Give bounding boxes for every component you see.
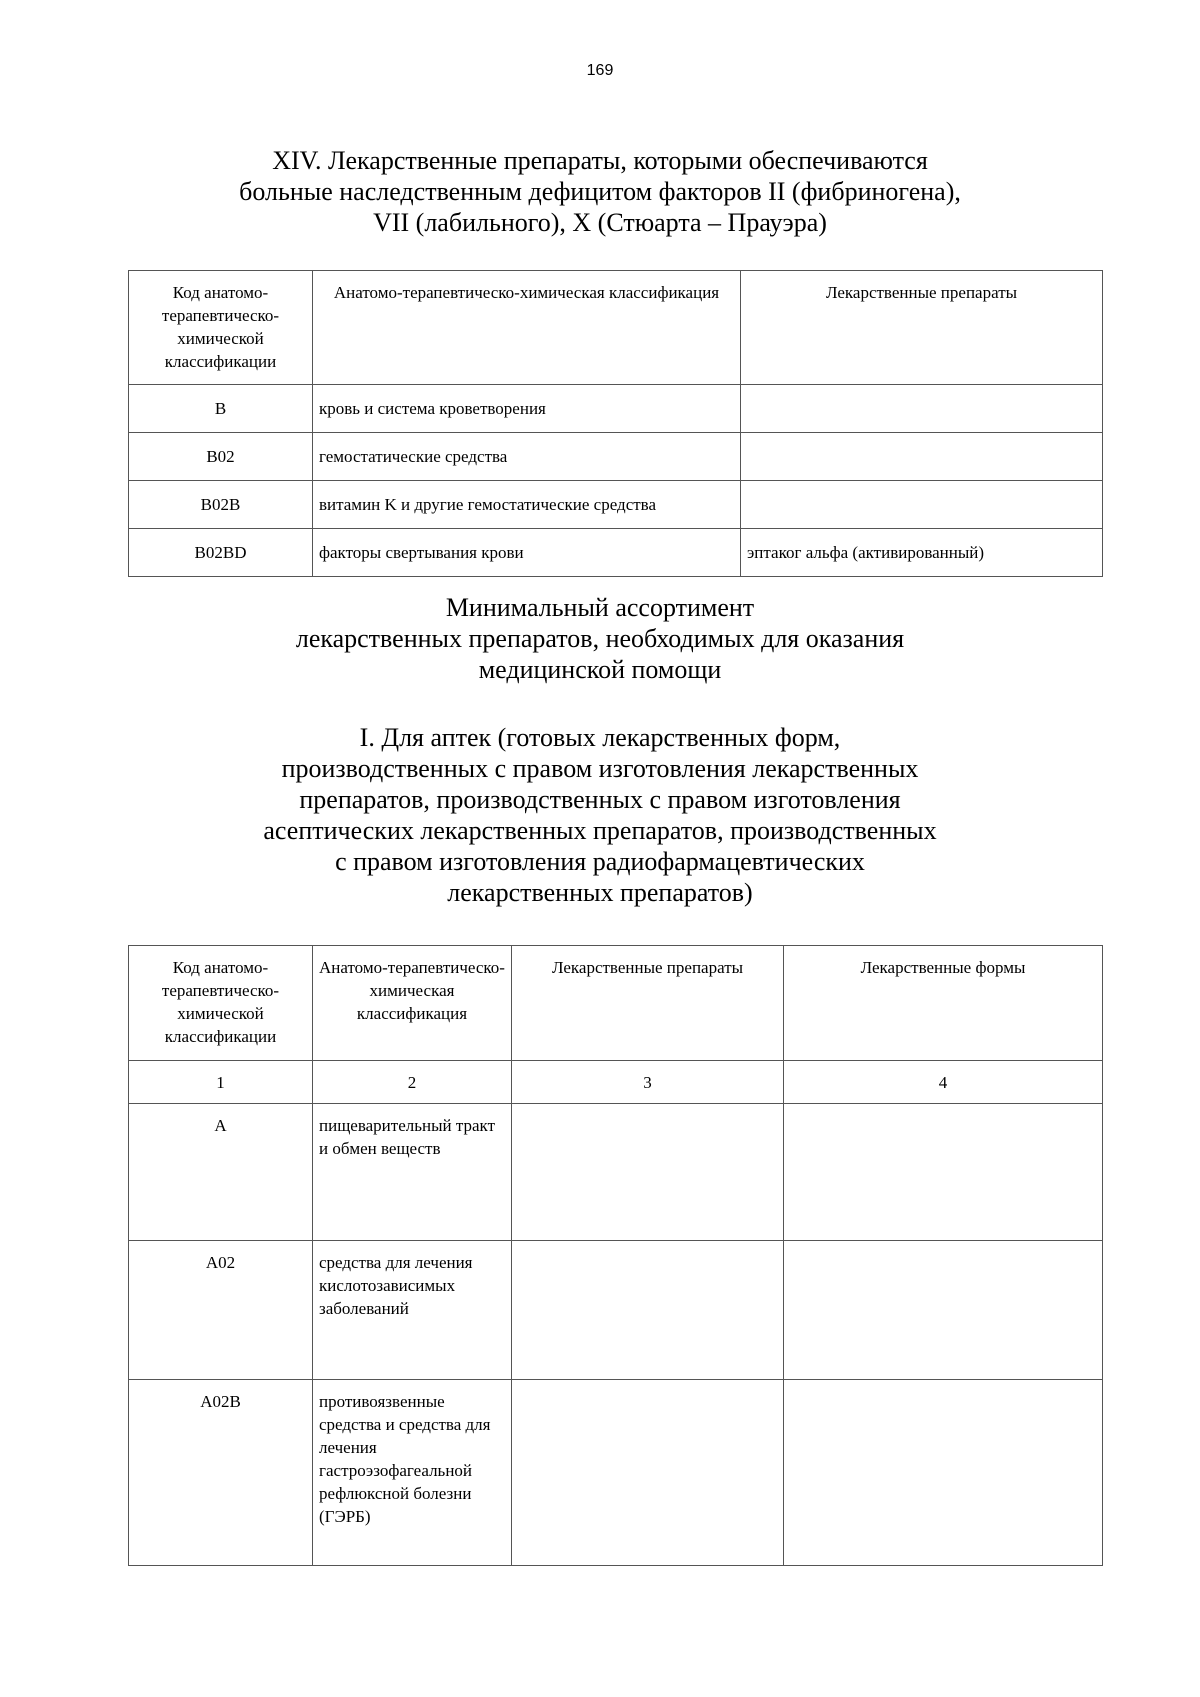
table-row [129, 385, 1103, 433]
cell-classification: факторы свертывания крови [313, 529, 741, 577]
cell-drugs [741, 433, 1103, 481]
title-line: I. Для аптек (готовых лекарственных форм, [359, 723, 841, 752]
column-number: 4 [784, 1061, 1103, 1104]
header-cell-atc-classification: Анатомо-терапевтическо-химическая классификация [313, 271, 741, 385]
cell-drugs [512, 1241, 784, 1380]
cell-classification: кровь и система кроветворения [313, 385, 741, 433]
cell-code: B [129, 385, 313, 433]
title-line: VII (лабильного), X (Стюарта – Прауэра) [373, 208, 827, 237]
table-row [129, 481, 1103, 529]
title-line: асептических лекарственных препаратов, производственных [263, 816, 937, 845]
title-line: лекарственных препаратов) [447, 878, 753, 907]
cell-drugs [741, 385, 1103, 433]
table-row [129, 1241, 1103, 1380]
cell-classification: витамин K и другие гемостатические средства [313, 481, 741, 529]
cell-dosage-forms [784, 1380, 1103, 1566]
cell-classification: гемостатические средства [313, 433, 741, 481]
header-cell-atc-classification: Анатомо-терапевтическо-химическая классификация [313, 946, 512, 1061]
page-number: 169 [586, 62, 614, 79]
column-number: 3 [512, 1061, 784, 1104]
title-line: XIV. Лекарственные препараты, которыми обеспечиваются [272, 146, 928, 175]
cell-classification: пищеварительный тракт и обмен веществ [313, 1104, 512, 1241]
cell-code: B02 [129, 433, 313, 481]
title-line: медицинской помощи [478, 655, 722, 684]
title-line: больные наследственным дефицитом факторов II (фибриногена), [239, 177, 961, 206]
title-line: Минимальный ассортимент [445, 593, 755, 622]
table-header-row [129, 946, 1103, 1061]
column-number-row [129, 1061, 1103, 1104]
cell-code: B02B [129, 481, 313, 529]
section-i-table [128, 945, 1103, 1566]
table-row [129, 529, 1103, 577]
cell-code: B02BD [129, 529, 313, 577]
cell-drugs: эптаког альфа (активированный) [741, 529, 1103, 577]
cell-drugs [512, 1104, 784, 1241]
table-header-row [129, 271, 1103, 385]
cell-code: A [129, 1104, 313, 1241]
cell-code: A02 [129, 1241, 313, 1380]
header-cell-drugs: Лекарственные препараты [512, 946, 784, 1061]
cell-drugs [512, 1380, 784, 1566]
cell-dosage-forms [784, 1104, 1103, 1241]
cell-drugs [741, 481, 1103, 529]
table-row [129, 1380, 1103, 1566]
section-xiv-table [128, 270, 1103, 577]
minimal-assortment-title [0, 592, 1200, 685]
section-i-title [0, 722, 1200, 908]
header-cell-atc-code: Код анатомо-терапевтическо-химической классификации [129, 271, 313, 385]
table-row [129, 433, 1103, 481]
column-number: 1 [129, 1061, 313, 1104]
header-cell-dosage-forms: Лекарственные формы [784, 946, 1103, 1061]
title-line: с правом изготовления радиофармацевтических [335, 847, 865, 876]
column-number: 2 [313, 1061, 512, 1104]
title-line: лекарственных препаратов, необходимых для оказания [295, 624, 905, 653]
cell-dosage-forms [784, 1241, 1103, 1380]
header-cell-atc-code: Код анатомо-терапевтическо-химической классификации [129, 946, 313, 1061]
cell-classification: противоязвенные средства и средства для лечения гастроэзофагеальной рефлюксной болезни (ГЭРБ) [313, 1380, 512, 1566]
cell-code: A02B [129, 1380, 313, 1566]
header-cell-drugs: Лекарственные препараты [741, 271, 1103, 385]
title-line: препаратов, производственных с правом изготовления [299, 785, 901, 814]
section-xiv-title [0, 145, 1200, 238]
cell-classification: средства для лечения кислотозависимых заболеваний [313, 1241, 512, 1380]
title-line: производственных с правом изготовления лекарственных [281, 754, 919, 783]
table-row [129, 1104, 1103, 1241]
